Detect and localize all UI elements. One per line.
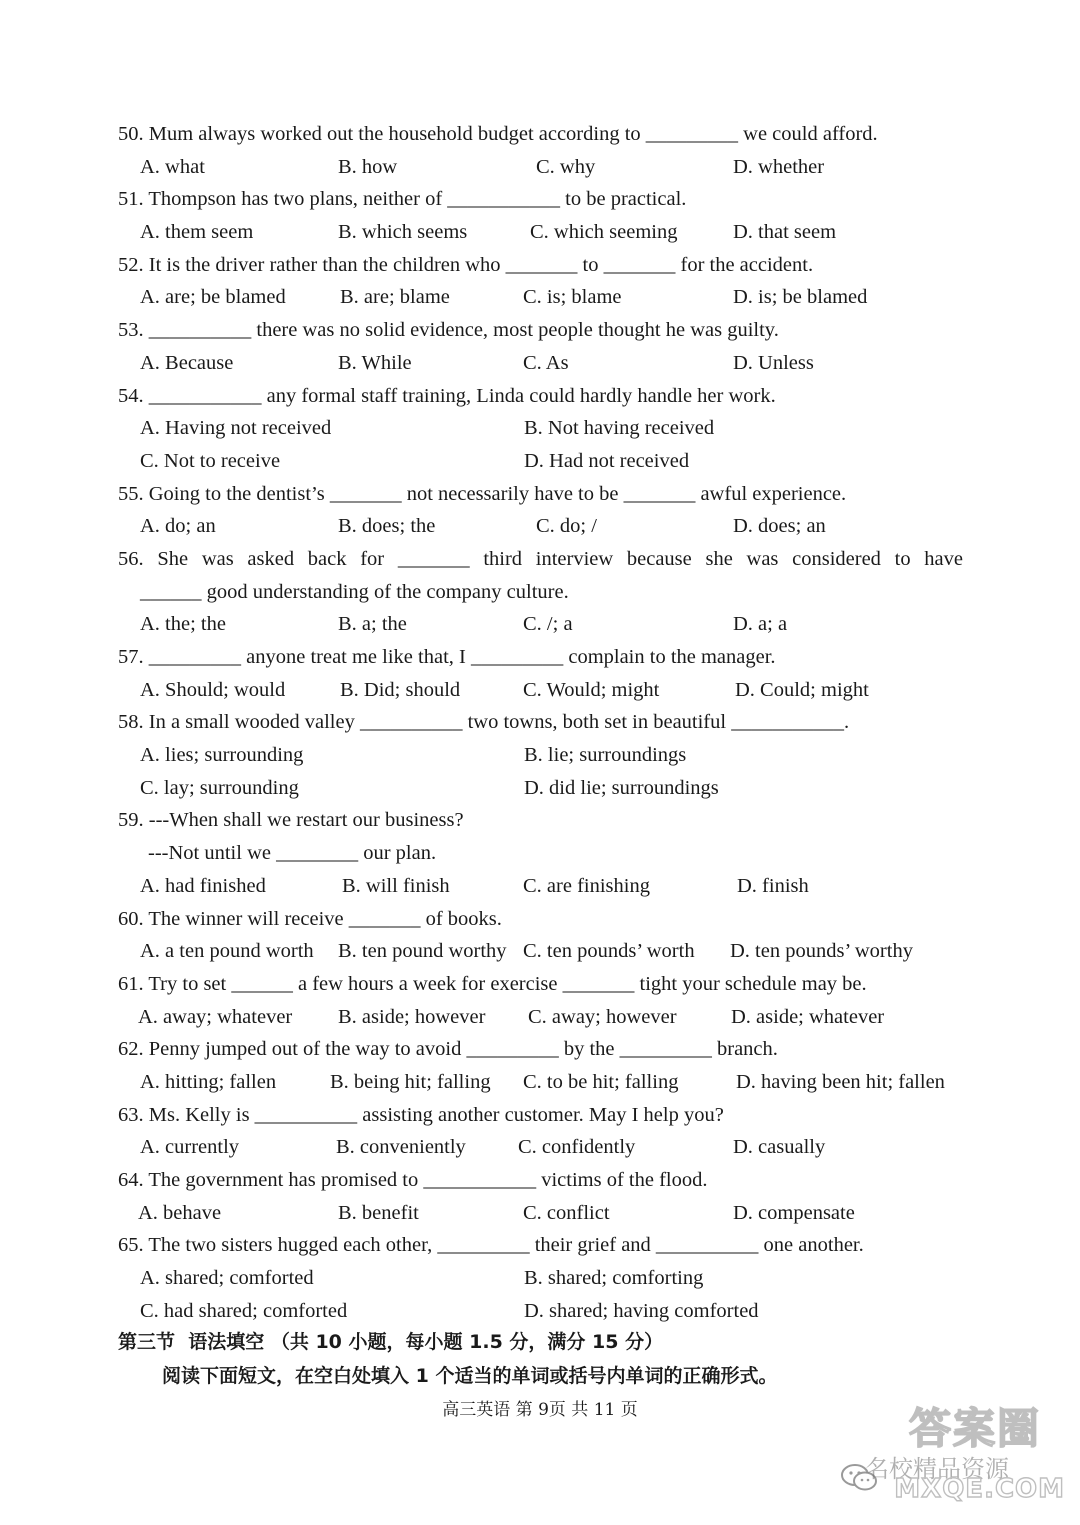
option-row [118, 935, 978, 968]
option-d: D. Had not received [524, 449, 690, 472]
option-row [118, 1197, 978, 1230]
option-b: B. lie; surroundings [524, 744, 687, 767]
option-d: D. Could; might [735, 678, 869, 701]
option-b: B. a; the [338, 613, 407, 636]
option-c: C. lay; surrounding [140, 776, 299, 799]
option-d: D. that seem [733, 221, 837, 244]
option-c: C. /; a [523, 613, 573, 636]
question-stem: 53. __________ there was no solid evidence, most people thought he was guilty. [118, 319, 779, 342]
question-stem: 59. ---When shall we restart our business? [118, 809, 464, 832]
option-d: D. Unless [733, 351, 814, 374]
question-stem: 57. _________ anyone treat me like that, I _________ complain to the manager. [118, 646, 776, 668]
option-a: A. are; be blamed [140, 286, 286, 309]
option-a: A. Having not received [140, 417, 332, 440]
question-stem: 54. ___________ any formal staff training, Linda could hardly handle her work. [118, 384, 776, 407]
question-stem: 56. She was asked back for _______ third interview because she was considered to have [118, 547, 963, 570]
question-stem-continued: ______ good understanding of the company culture. [140, 580, 569, 603]
question-item [118, 543, 978, 641]
option-c: C. Not to receive [140, 449, 281, 472]
question-stem: 60. The winner will receive _______ of books. [118, 907, 502, 930]
option-b: B. shared; comforting [524, 1267, 704, 1290]
question-stem: 64. The government has promised to ___________ victims of the flood. [118, 1169, 708, 1191]
question-item [118, 968, 978, 1033]
option-a: A. Because [140, 351, 234, 374]
option-row [118, 510, 978, 543]
option-row [118, 281, 978, 314]
option-b: B. benefit [338, 1201, 419, 1224]
option-c: C. conflict [523, 1201, 610, 1224]
option-row [118, 739, 978, 772]
page-footer: 高三英语 第 9页 共 11 页 [442, 1400, 638, 1420]
option-b: B. Not having received [524, 417, 715, 440]
option-b: B. does; the [338, 515, 436, 538]
option-d: D. casually [733, 1136, 826, 1159]
question-item [118, 641, 978, 706]
question-stem: 55. Going to the dentist’s _______ not necessarily have to be _______ awful experience. [118, 482, 847, 505]
option-b: B. being hit; falling [330, 1070, 491, 1093]
option-row [118, 412, 978, 445]
option-c: C. had shared; comforted [140, 1299, 348, 1322]
question-stem: 62. Penny jumped out of the way to avoid _________ by the _________ branch. [118, 1038, 778, 1061]
option-a: A. currently [140, 1136, 240, 1159]
option-d: D. whether [733, 155, 825, 178]
question-item [118, 249, 978, 314]
option-a: A. behave [138, 1201, 222, 1224]
option-row [118, 674, 978, 707]
question-item [118, 183, 978, 248]
option-c: C. Would; might [523, 678, 660, 701]
option-a: A. the; the [140, 613, 226, 636]
option-a: A. lies; surrounding [140, 744, 304, 767]
option-b: B. While [338, 351, 412, 374]
option-a: A. them seem [140, 221, 254, 244]
option-b: B. ten pound worthy [338, 940, 507, 963]
option-a: A. hitting; fallen [140, 1070, 277, 1093]
question-item [118, 118, 978, 183]
option-a: A. away; whatever [138, 1005, 293, 1028]
option-c: C. are finishing [523, 874, 650, 897]
option-b: B. how [338, 155, 398, 178]
option-c: C. As [523, 351, 569, 374]
question-stem: 51. Thompson has two plans, neither of ___________ to be practical. [118, 188, 687, 211]
option-d: D. compensate [733, 1201, 855, 1224]
option-d: D. a; a [733, 613, 788, 636]
option-row [118, 772, 978, 805]
option-a: A. shared; comforted [140, 1267, 314, 1290]
question-item [118, 1229, 978, 1327]
option-c: C. do; / [536, 515, 597, 538]
option-a: A. a ten pound worth [140, 940, 314, 963]
option-b: B. will finish [342, 874, 450, 897]
option-d: D. having been hit; fallen [736, 1070, 945, 1093]
question-stem: 63. Ms. Kelly is __________ assisting another customer. May I help you? [118, 1103, 724, 1126]
question-item [118, 1099, 978, 1164]
question-stem: 61. Try to set ______ a few hours a week for exercise _______ tight your schedule may be. [118, 972, 867, 995]
question-item [118, 903, 978, 968]
option-b: B. which seems [338, 221, 468, 244]
option-c: C. confidently [518, 1136, 636, 1159]
question-stem: 52. It is the driver rather than the children who _______ to _______ for the accident. [118, 253, 814, 276]
watermark-logo [825, 1395, 1070, 1505]
section-title: 第三节 语法填空 （共 10 小题，每小题 1.5 分，满分 15 分） [118, 1331, 664, 1353]
question-item [118, 380, 978, 478]
option-d: D. did lie; surroundings [524, 776, 719, 799]
option-c: C. to be hit; falling [523, 1070, 679, 1093]
option-a: A. do; an [140, 515, 216, 538]
question-item [118, 804, 978, 902]
question-item [118, 1164, 978, 1229]
option-c: C. ten pounds’ worth [523, 940, 695, 963]
option-d: D. is; be blamed [733, 286, 868, 309]
option-d: D. shared; having comforted [524, 1299, 759, 1322]
option-d: D. does; an [733, 515, 826, 538]
option-b: B. aside; however [338, 1005, 486, 1028]
option-c: C. away; however [528, 1005, 677, 1028]
option-row [118, 870, 978, 903]
watermark-caption: 名校精品资源 [865, 1455, 1009, 1483]
option-b: B. Did; should [340, 678, 461, 701]
option-c: C. why [536, 155, 596, 178]
option-a: A. Should; would [140, 678, 286, 701]
option-row [118, 216, 978, 249]
option-c: C. which seeming [530, 221, 678, 244]
option-row [118, 608, 978, 641]
option-c: C. is; blame [523, 286, 622, 309]
option-d: D. finish [737, 874, 809, 897]
option-b: B. conveniently [336, 1136, 466, 1159]
option-row [118, 1066, 978, 1099]
question-item [118, 1033, 978, 1098]
option-row [118, 1131, 978, 1164]
option-d: D. aside; whatever [731, 1005, 885, 1028]
watermark-top-text: 答案圈 [908, 1404, 1042, 1453]
option-row [118, 151, 978, 184]
option-d: D. ten pounds’ worthy [730, 940, 913, 963]
question-stem: 50. Mum always worked out the household budget according to _________ we could afford. [118, 123, 878, 145]
option-row [118, 445, 978, 478]
section-instruction: 阅读下面短文，在空白处填入 1 个适当的单词或括号内单词的正确形式。 [162, 1365, 778, 1387]
option-row [118, 1295, 978, 1328]
option-a: A. had finished [140, 874, 266, 897]
option-a: A. what [140, 155, 205, 178]
question-item [118, 314, 978, 379]
watermark-bottom-text: MXQE.COM [894, 1474, 1065, 1504]
question-stem: 65. The two sisters hugged each other, _________ their grief and __________ one another. [118, 1234, 864, 1257]
question-stem: 58. In a small wooded valley __________ two towns, both set in beautiful ___________. [118, 711, 850, 734]
question-stem-continued: ---Not until we ________ our plan. [148, 842, 437, 865]
question-item [118, 706, 978, 804]
option-row [118, 347, 978, 380]
question-item [118, 478, 978, 543]
question-list [118, 118, 978, 1327]
option-row [118, 1262, 978, 1295]
option-row [118, 1001, 978, 1034]
option-b: B. are; blame [340, 286, 450, 309]
